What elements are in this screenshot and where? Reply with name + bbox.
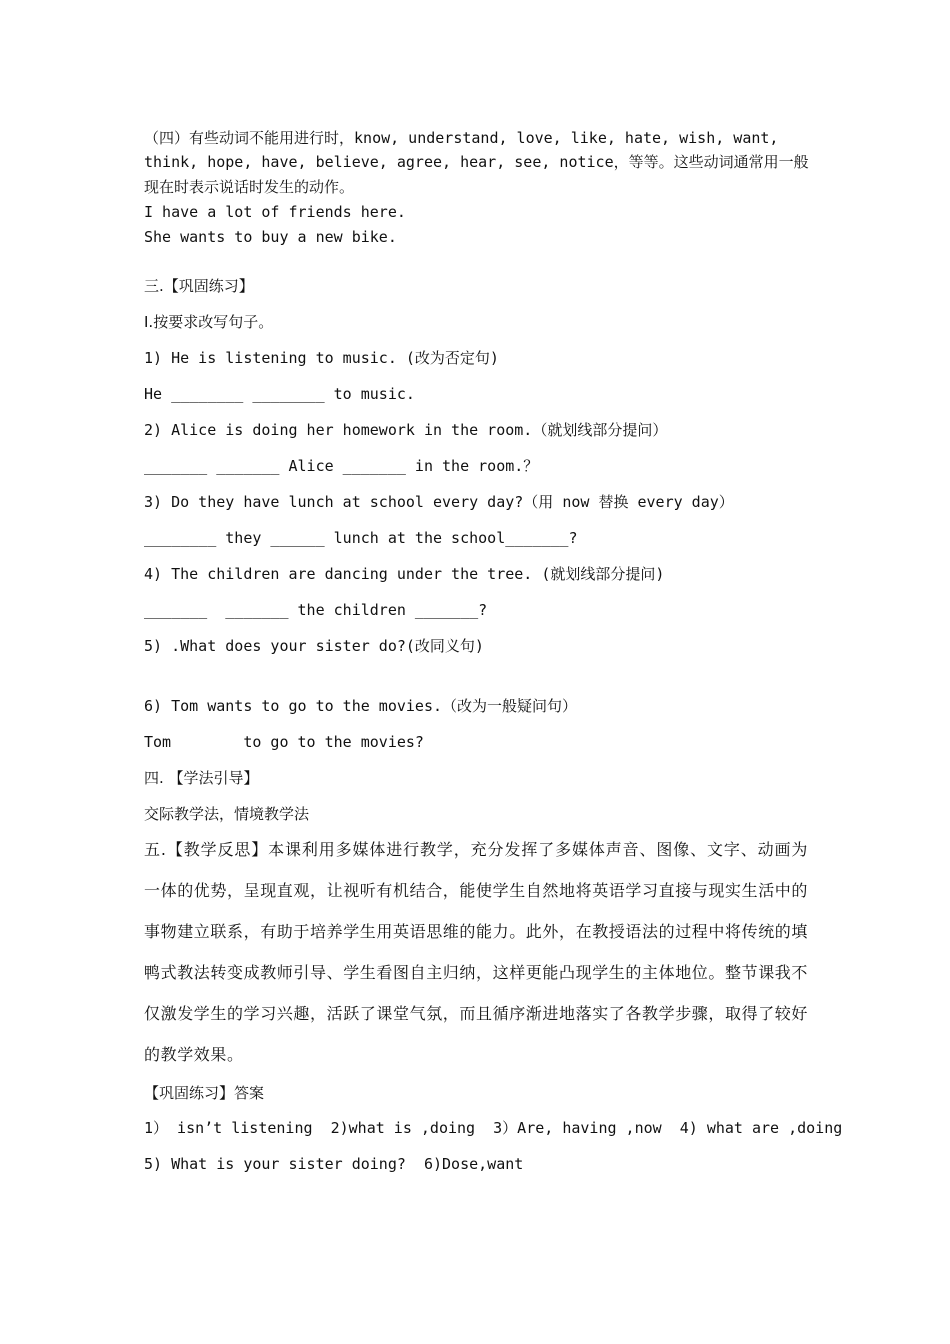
- section4-line3: 现在时表示说话时发生的动作。: [144, 178, 355, 196]
- exercise-answer-4: _______ _______ the children _______?: [144, 601, 488, 619]
- exercise-question-2: 2) Alice is doing her homework in the room.（就划线部分提问）: [144, 421, 668, 439]
- exercise-answer-3: ________ they ______ lunch at the school_______?: [144, 529, 578, 547]
- answers-line-1: 1） isn’t listening 2)what is ,doing 3）Are, having ,now 4) what are ,doing: [144, 1119, 843, 1137]
- answers-line-2: 5) What is your sister doing? 6)Dose,want: [144, 1155, 524, 1173]
- guidance-heading: 四. 【学法引导】: [144, 769, 259, 787]
- exercise-answer-1: He ________ ________ to music.: [144, 385, 415, 403]
- guidance-text: 交际教学法，情境教学法: [144, 805, 310, 823]
- exercise-question-5: 5) .What does your sister do?(改同义句): [144, 637, 484, 655]
- reflection-paragraph: 五.【教学反思】本课利用多媒体进行教学，充分发挥了多媒体声音、图像、文字、动画为一体的优势，呈现直观，让视听有机结合，能使学生自然地将英语学习直接与现实生活中的事物建立联系，有助于培养学生用英语思维的能力。此外，在教授语法的过程中将传统的填鸭式教法转变成教师引导、学生看图自主归纳，这样更能凸现学生的主体地位。整节课我不仅激发学生的学习兴趣，活跃了课堂气氛，而且循序渐进地落实了各教学步骤，取得了较好的教学效果。: [144, 840, 809, 1064]
- exercise-answer-6: Tom to go to the movies?: [144, 733, 424, 751]
- practice-heading: 三.【巩固练习】: [144, 277, 254, 295]
- exercise-question-3: 3) Do they have lunch at school every day?（用 now 替换 every day）: [144, 493, 734, 511]
- section4-line1: （四）有些动词不能用进行时，know, understand, love, like, hate, wish, want,: [144, 129, 779, 147]
- exercise-question-6: 6) Tom wants to go to the movies.（改为一般疑问句）: [144, 697, 578, 715]
- example-sentence-2: She wants to buy a new bike.: [144, 228, 397, 246]
- example-sentence-1: I have a lot of friends here.: [144, 203, 406, 221]
- practice-instruction: I.按要求改写句子。: [144, 313, 274, 331]
- exercise-answer-2: _______ _______ Alice _______ in the room.？: [144, 457, 539, 475]
- section4-line2: think, hope, have, believe, agree, hear, see, notice，等等。这些动词通常用一般: [144, 153, 809, 171]
- exercise-question-1: 1) He is listening to music. (改为否定句): [144, 349, 499, 367]
- answers-heading: 【巩固练习】答案: [144, 1084, 265, 1102]
- exercise-question-4: 4) The children are dancing under the tree. (就划线部分提问): [144, 565, 665, 583]
